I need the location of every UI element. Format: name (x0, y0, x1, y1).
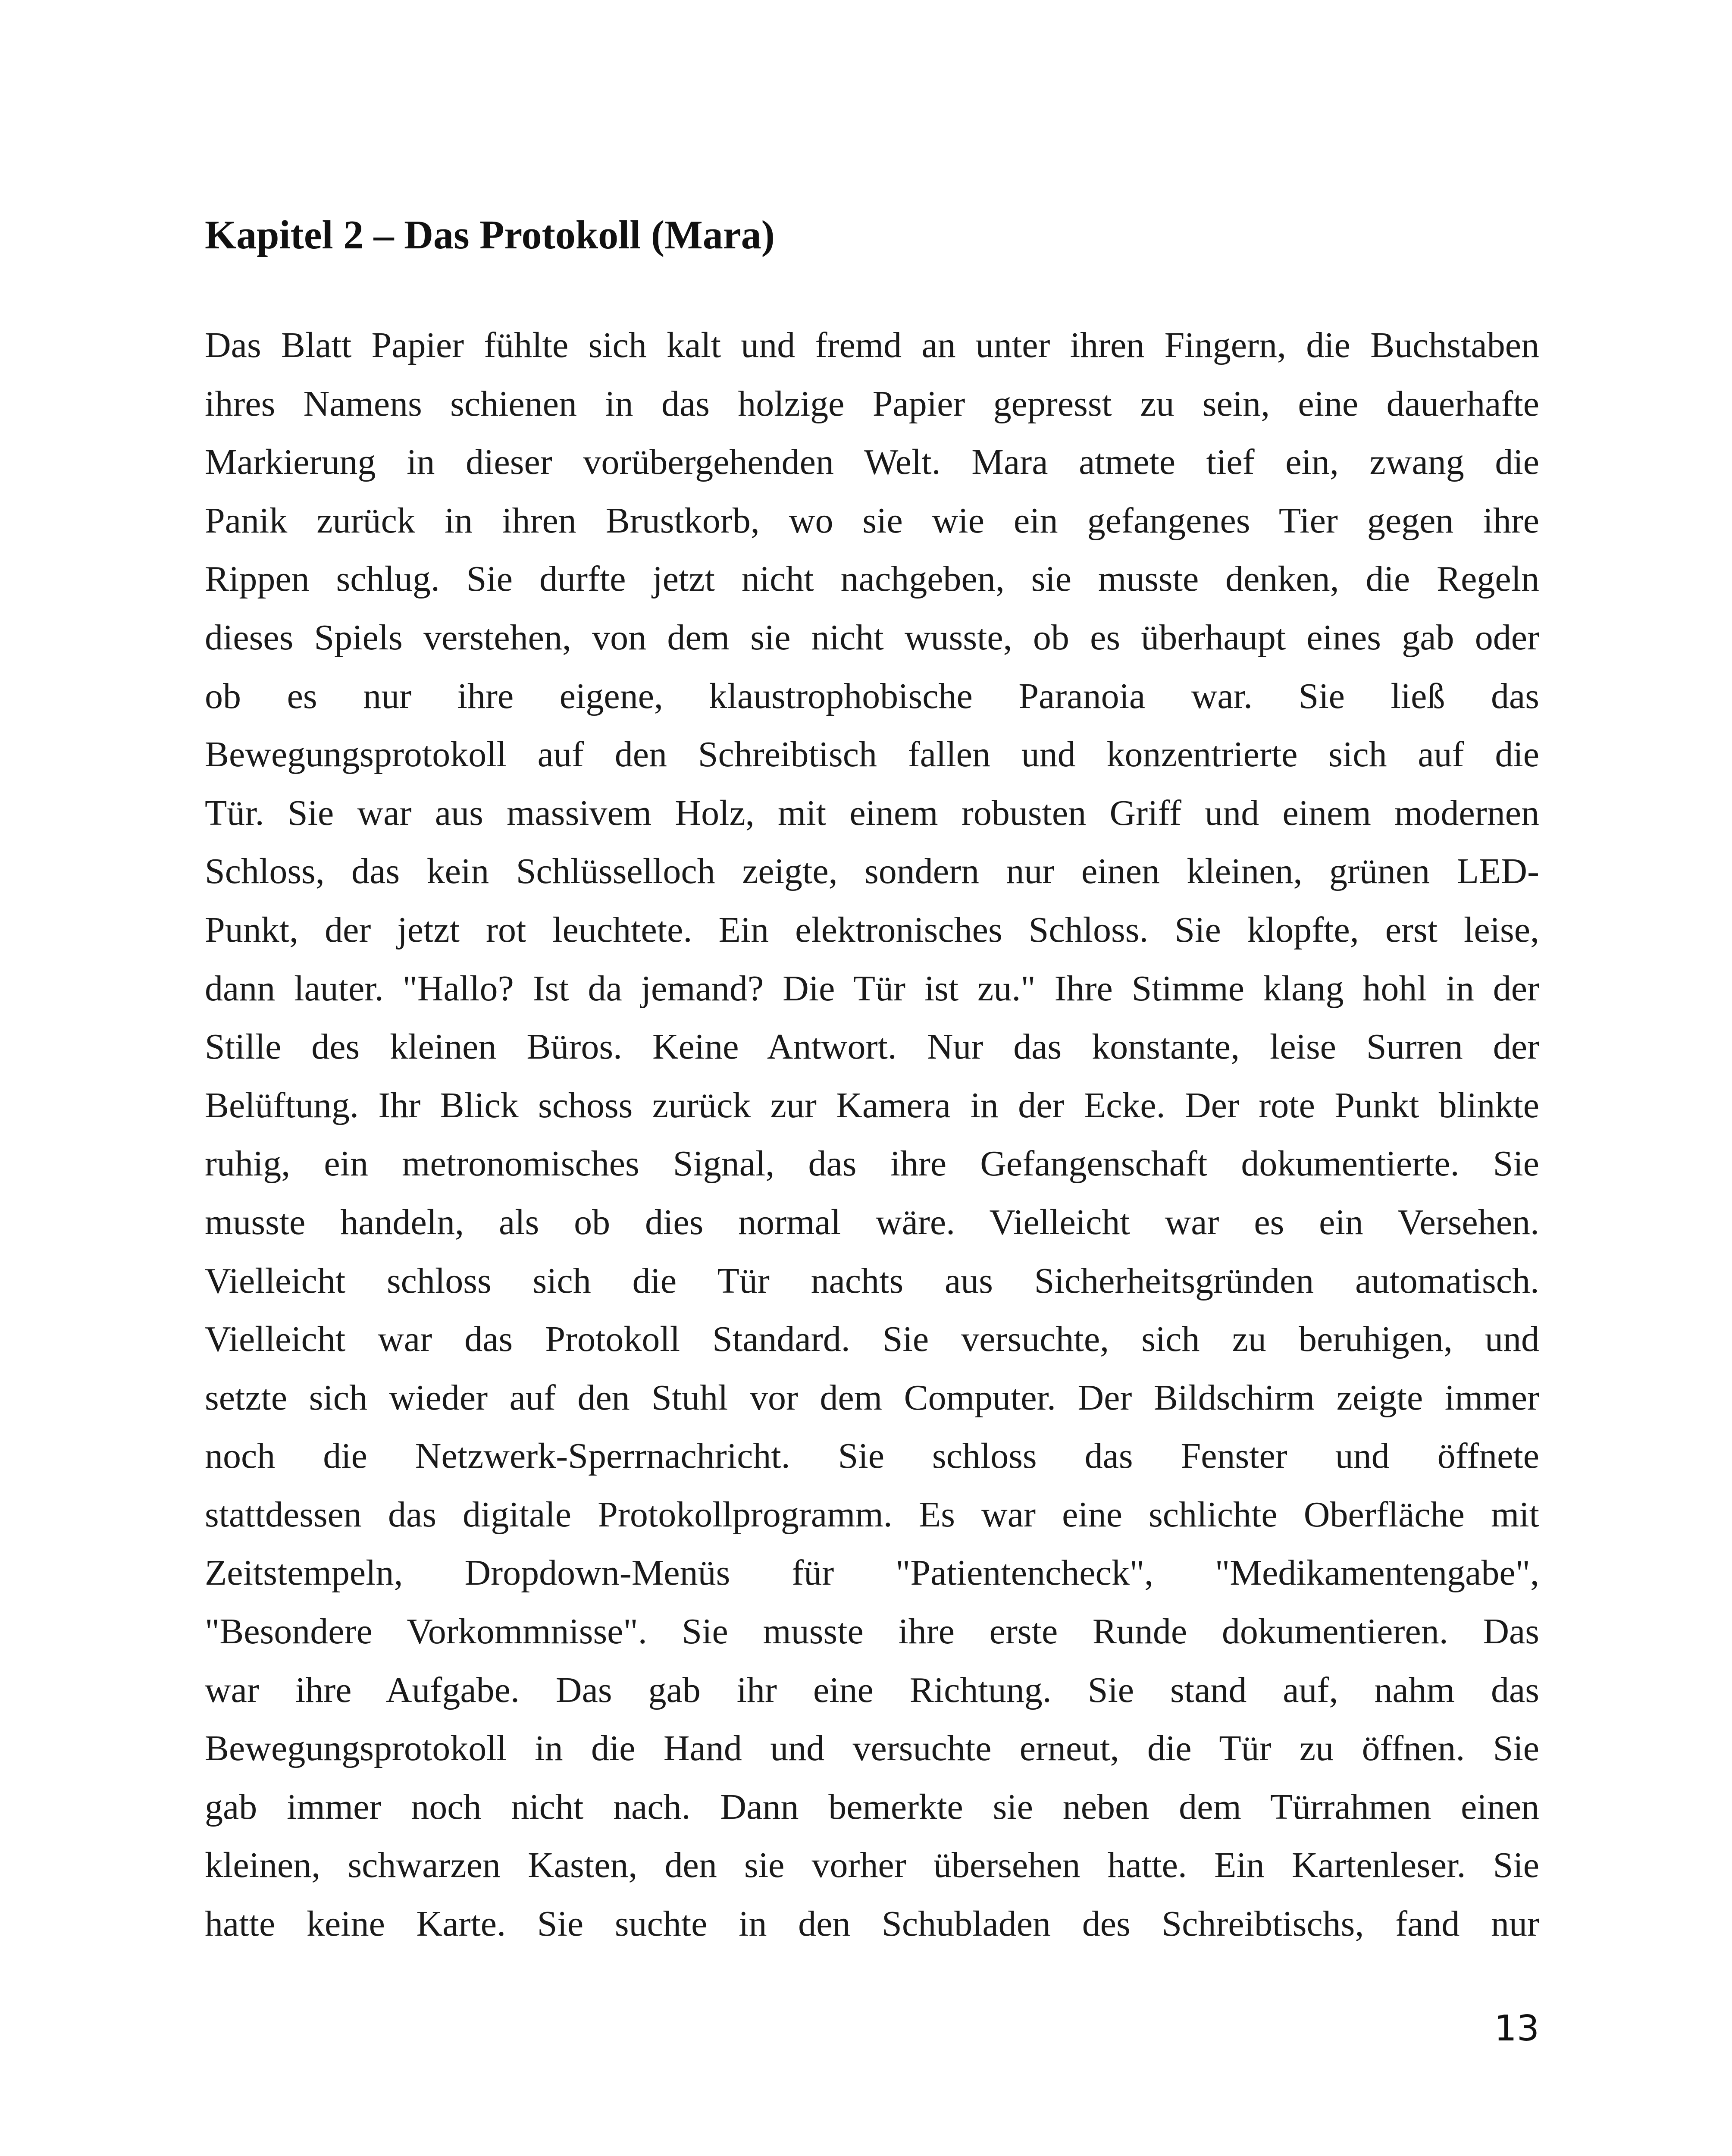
text-line: ruhig, ein metronomisches Signal, das ihre Gefangenschaft dokumentierte. Sie (205, 1144, 1539, 1184)
text-line: ihres Namens schienen in das holzige Papier gepresst zu sein, eine dauerhafte (205, 383, 1539, 424)
text-line: Rippen schlug. Sie durfte jetzt nicht nachgeben, sie musste denken, die Regeln (205, 559, 1539, 599)
text-line: kleinen, schwarzen Kasten, den sie vorher übersehen hatte. Ein Kartenleser. Sie (205, 1845, 1539, 1886)
text-line: Bewegungsprotokoll in die Hand und versuchte erneut, die Tür zu öffnen. Sie (205, 1728, 1539, 1769)
text-line: gab immer noch nicht nach. Dann bemerkte sie neben dem Türrahmen einen (205, 1786, 1539, 1827)
text-line: ob es nur ihre eigene, klaustrophobische Paranoia war. Sie ließ das (205, 676, 1539, 716)
text-line: Vielleicht schloss sich die Tür nachts aus Sicherheitsgründen automatisch. (205, 1260, 1539, 1301)
text-line: Schloss, das kein Schlüsselloch zeigte, sondern nur einen kleinen, grünen LED- (205, 851, 1539, 892)
text-line: Tür. Sie war aus massivem Holz, mit einem robusten Griff und einem modernen (205, 793, 1539, 833)
text-line: hatte keine Karte. Sie suchte in den Schubladen des Schreibtischs, fand nur (205, 1904, 1539, 1944)
text-line: dieses Spiels verstehen, von dem sie nicht wusste, ob es überhaupt eines gab oder (205, 617, 1539, 658)
text-line: musste handeln, als ob dies normal wäre. Vielleicht war es ein Versehen. (205, 1202, 1539, 1242)
page-number: 13 (1494, 2008, 1539, 2049)
text-line: "Besondere Vorkommnisse". Sie musste ihre erste Runde dokumentieren. Das (205, 1611, 1539, 1652)
text-line: Markierung in dieser vorübergehenden Welt. Mara atmete tief ein, zwang die (205, 442, 1539, 483)
text-line: dann lauter. "Hallo? Ist da jemand? Die Tür ist zu." Ihre Stimme klang hohl in der (205, 968, 1539, 1009)
text-line: Punkt, der jetzt rot leuchtete. Ein elektronisches Schloss. Sie klopfte, erst leise, (205, 909, 1539, 950)
text-line: Bewegungsprotokoll auf den Schreibtisch fallen und konzentrierte sich auf die (205, 734, 1539, 775)
chapter-body-text (205, 316, 1539, 1953)
text-line: war ihre Aufgabe. Das gab ihr eine Richtung. Sie stand auf, nahm das (205, 1670, 1539, 1710)
text-line: Vielleicht war das Protokoll Standard. Sie versuchte, sich zu beruhigen, und (205, 1319, 1539, 1360)
text-line: setzte sich wieder auf den Stuhl vor dem Computer. Der Bildschirm zeigte immer (205, 1377, 1539, 1418)
text-line: Belüftung. Ihr Blick schoss zurück zur Kamera in der Ecke. Der rote Punkt blinkte (205, 1085, 1539, 1125)
text-line: Stille des kleinen Büros. Keine Antwort. Nur das konstante, leise Surren der (205, 1027, 1539, 1067)
text-line: Zeitstempeln, Dropdown-Menüs für "Patientencheck", "Medikamentengabe", (205, 1553, 1539, 1593)
chapter-title: Kapitel 2 – Das Protokoll (Mara) (205, 213, 775, 257)
text-line: noch die Netzwerk-Sperrnachricht. Sie schloss das Fenster und öffnete (205, 1436, 1539, 1476)
text-line: stattdessen das digitale Protokollprogramm. Es war eine schlichte Oberfläche mit (205, 1494, 1539, 1535)
text-line: Das Blatt Papier fühlte sich kalt und fremd an unter ihren Fingern, die Buchstaben (205, 325, 1539, 365)
text-line: Panik zurück in ihren Brustkorb, wo sie wie ein gefangenes Tier gegen ihre (205, 500, 1539, 541)
